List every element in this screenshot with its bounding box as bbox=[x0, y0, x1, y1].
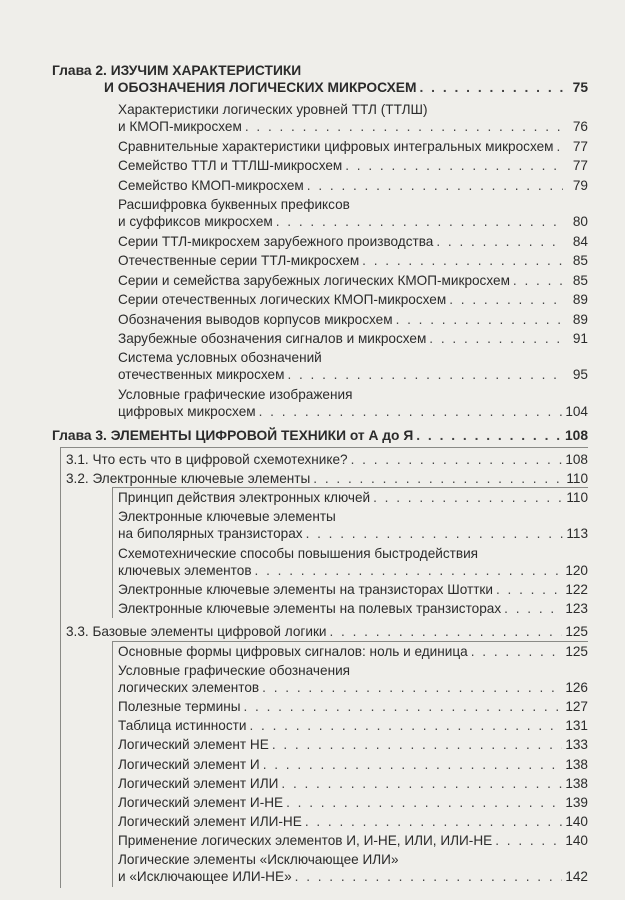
dot-leader bbox=[416, 427, 562, 444]
section-item bbox=[118, 717, 588, 734]
chapter-2-item-leader-line bbox=[118, 311, 588, 328]
chapter-2-item-text: Условные графические изображения bbox=[118, 387, 353, 403]
section-item-leader-line bbox=[118, 794, 588, 811]
page-number: 91 bbox=[572, 331, 588, 346]
section-heading-leader-line bbox=[66, 451, 588, 468]
section-bracket-line bbox=[112, 641, 113, 887]
dot-leader bbox=[495, 832, 562, 849]
dot-leader bbox=[513, 272, 563, 289]
dot-leader bbox=[281, 775, 562, 792]
page-number: 77 bbox=[572, 138, 588, 154]
page-number: 122 bbox=[565, 582, 588, 598]
dot-leader bbox=[496, 581, 562, 598]
dot-leader bbox=[255, 562, 563, 579]
section-heading bbox=[66, 623, 588, 640]
section-item-text: Таблица истинности bbox=[118, 718, 247, 734]
dot-leader bbox=[449, 291, 563, 308]
page-number: 89 bbox=[572, 311, 588, 327]
section-item-text: Логический элемент И bbox=[118, 756, 260, 772]
chapter-2-item-text: отечественных микросхем bbox=[118, 367, 285, 383]
dot-leader bbox=[436, 233, 563, 250]
chapter-2-item bbox=[118, 330, 588, 347]
dot-leader bbox=[557, 138, 564, 155]
chapter-2-item-text: Серии и семейства зарубежных логических КМОП-микросхем bbox=[118, 272, 510, 288]
dot-leader bbox=[306, 525, 563, 542]
section-item bbox=[118, 600, 588, 617]
section-item-leader-line bbox=[118, 775, 588, 792]
page-number: 140 bbox=[565, 813, 588, 829]
dot-leader bbox=[429, 330, 563, 347]
section-item bbox=[118, 662, 588, 696]
section-item-text: логических элементов bbox=[118, 679, 260, 695]
page-number: 110 bbox=[566, 489, 588, 505]
section-item-leader-line bbox=[118, 562, 588, 579]
section-item-leader-line bbox=[118, 868, 588, 885]
dot-leader bbox=[330, 623, 563, 640]
chapter-2-item-text: и КМОП-микросхем bbox=[118, 119, 242, 134]
section-item-text: Электронные ключевые элементы на полевых транзисторах bbox=[118, 601, 502, 617]
page-number: 127 bbox=[565, 699, 588, 715]
section-item-text: Электронные ключевые элементы на транзисторах Шоттки bbox=[118, 582, 493, 598]
section-item bbox=[118, 698, 588, 715]
chapter-3-heading-leader-line bbox=[52, 427, 588, 444]
section-item bbox=[118, 581, 588, 598]
section-item bbox=[118, 794, 588, 811]
section-item bbox=[118, 545, 588, 579]
section-item-text: Логический элемент ИЛИ-НЕ bbox=[118, 813, 302, 829]
section-item bbox=[118, 643, 588, 660]
chapter-2-item-leader-line bbox=[118, 213, 588, 230]
page-number: 126 bbox=[565, 679, 588, 695]
section-item-leader-line bbox=[118, 756, 588, 773]
chapter-2-item bbox=[118, 177, 588, 194]
chapter-2-item-leader-line bbox=[118, 330, 588, 347]
page-number: 110 bbox=[566, 470, 588, 486]
page-number: 85 bbox=[572, 272, 588, 288]
dot-leader bbox=[373, 489, 563, 506]
chapter-2-item-leader-line bbox=[118, 138, 588, 155]
chapter-2-item-text: Серии ТТЛ-микросхем зарубежного производства bbox=[118, 234, 434, 249]
chapter-2-item-text: Обозначения выводов корпусов микросхем bbox=[118, 311, 393, 327]
page-number: 125 bbox=[565, 624, 588, 640]
chapter-2-heading-text: И ОБОЗНАЧЕНИЯ ЛОГИЧЕСКИХ МИКРОСХЕМ bbox=[104, 80, 417, 95]
page-number: 125 bbox=[565, 643, 588, 659]
dot-leader bbox=[243, 698, 562, 715]
dot-leader bbox=[286, 794, 562, 811]
section-item-text: Логические элементы «Исключающее ИЛИ» bbox=[118, 852, 399, 867]
section-item bbox=[118, 489, 588, 506]
chapter-2-item-leader-line bbox=[118, 157, 588, 174]
page-number: 123 bbox=[565, 601, 588, 617]
section-item-text: Условные графические обозначения bbox=[118, 662, 351, 678]
chapter-2-item-leader-line bbox=[118, 291, 588, 308]
section-item-text: Логический элемент ИЛИ bbox=[118, 775, 279, 791]
section-heading bbox=[66, 470, 588, 487]
dot-leader bbox=[305, 813, 563, 830]
section-item-leader-line bbox=[118, 489, 588, 506]
page-number: 138 bbox=[565, 775, 588, 791]
chapter-2-item bbox=[118, 252, 588, 269]
section-item bbox=[118, 832, 588, 849]
page-number: 108 bbox=[565, 451, 588, 467]
section-item-leader-line bbox=[118, 736, 588, 753]
section-bracket-line bbox=[112, 487, 113, 619]
section-item-text: Логический элемент НЕ bbox=[118, 737, 269, 753]
chapter-2-heading bbox=[52, 62, 588, 96]
dot-leader bbox=[249, 717, 562, 734]
chapter-2-item-text: Серии отечественных логических КМОП-микросхем bbox=[118, 292, 447, 308]
section-item-text: на биполярных транзисторах bbox=[118, 526, 303, 541]
dot-leader bbox=[313, 470, 563, 487]
page-number: 133 bbox=[565, 737, 588, 753]
chapter-2-item-leader-line bbox=[118, 272, 588, 289]
section-item-leader-line bbox=[118, 643, 588, 660]
section-heading-text: 3.3. Базовые элементы цифровой логики bbox=[66, 624, 327, 640]
section-item-text: Полезные термины bbox=[118, 699, 241, 715]
page-number: 138 bbox=[565, 756, 588, 772]
dot-leader bbox=[396, 311, 563, 328]
chapter-2-item-text: Семейство ТТЛ и ТТЛШ-микросхем bbox=[118, 158, 343, 174]
page-number: 89 bbox=[572, 292, 588, 308]
section-item-text: Применение логических элементов И, И-НЕ, ИЛИ, ИЛИ-НЕ bbox=[118, 832, 493, 848]
chapter-2-item-text: и суффиксов микросхем bbox=[118, 214, 273, 230]
section-item bbox=[118, 851, 588, 885]
dot-leader bbox=[351, 451, 563, 468]
section-item-leader-line bbox=[118, 581, 588, 598]
page-number: 85 bbox=[572, 253, 588, 269]
dot-leader bbox=[263, 756, 563, 773]
section-item-text: Электронные ключевые элементы bbox=[118, 509, 336, 524]
page-number: 95 bbox=[572, 367, 588, 383]
section-item-text: Основные формы цифровых сигналов: ноль и единица bbox=[118, 643, 468, 659]
page-number: 142 bbox=[565, 869, 588, 884]
section-item-leader-line bbox=[118, 813, 588, 830]
section-item-leader-line bbox=[118, 679, 588, 696]
chapter-bracket-line bbox=[60, 447, 61, 888]
chapter-2-item-text: Расшифровка буквенных префиксов bbox=[118, 197, 350, 213]
chapter-2-item-text: цифровых микросхем bbox=[118, 404, 256, 420]
page-number: 131 bbox=[565, 718, 588, 734]
chapter-2-item bbox=[118, 157, 588, 174]
page-number: 104 bbox=[565, 404, 588, 420]
page-number: 108 bbox=[564, 428, 588, 444]
chapter-2-item-text: Характеристики логических уровней ТТЛ (ТТЛШ) bbox=[118, 102, 428, 117]
section-bracket-top bbox=[112, 641, 588, 642]
chapter-3-heading bbox=[52, 427, 588, 444]
page-number: 120 bbox=[565, 562, 588, 578]
page-number: 77 bbox=[572, 158, 588, 174]
section-item bbox=[118, 736, 588, 753]
section-item-text: ключевых элементов bbox=[118, 562, 252, 578]
chapter-2-item bbox=[118, 196, 588, 230]
section-heading-leader-line bbox=[66, 470, 588, 487]
section-item-text: Принцип действия электронных ключей bbox=[118, 489, 371, 505]
section-item-leader-line bbox=[118, 600, 588, 617]
chapter-2-item bbox=[118, 272, 588, 289]
chapter-2-item bbox=[118, 291, 588, 308]
section-heading-text: 3.1. Что есть что в цифровой схемотехнике? bbox=[66, 451, 348, 467]
section-item-leader-line bbox=[118, 717, 588, 734]
chapter-bracket-top bbox=[60, 447, 588, 448]
section-item bbox=[118, 756, 588, 773]
page-number: 84 bbox=[572, 234, 588, 249]
chapter-2-item-text: Зарубежные обозначения сигналов и микросхем bbox=[118, 331, 427, 346]
page-number: 139 bbox=[565, 794, 588, 810]
section-item-leader-line bbox=[118, 832, 588, 849]
page-number: 75 bbox=[572, 80, 588, 95]
dot-leader bbox=[471, 643, 563, 660]
chapter-2-item bbox=[118, 386, 588, 420]
dot-leader bbox=[262, 679, 562, 696]
chapter-3-heading-text: Глава 3. ЭЛЕМЕНТЫ ЦИФРОВОЙ ТЕХНИКИ от А до Я bbox=[52, 428, 414, 444]
chapter-2-item-leader-line bbox=[118, 366, 588, 383]
page-number: 79 bbox=[572, 177, 588, 193]
section-item-leader-line bbox=[118, 525, 588, 542]
page-number: 113 bbox=[566, 526, 588, 541]
chapter-2-item-text: Отечественные серии ТТЛ-микросхем bbox=[118, 253, 360, 269]
chapter-2-heading-leader-line bbox=[104, 79, 588, 96]
section-bracket-top bbox=[112, 487, 588, 488]
section-item-text: Логический элемент И-НЕ bbox=[118, 794, 284, 810]
section-heading-text: 3.2. Электронные ключевые элементы bbox=[66, 470, 311, 486]
page-number: 76 bbox=[572, 119, 588, 134]
section-item-text: и «Исключающее ИЛИ-НЕ» bbox=[118, 869, 292, 884]
chapter-2-item-leader-line bbox=[118, 252, 588, 269]
chapter-2-item-leader-line bbox=[118, 233, 588, 250]
page-number: 80 bbox=[572, 214, 588, 230]
chapter-2-item-text: Сравнительные характеристики цифровых интегральных микросхем bbox=[118, 138, 554, 154]
dot-leader bbox=[307, 177, 563, 194]
dot-leader bbox=[504, 600, 562, 617]
dot-leader bbox=[345, 157, 563, 174]
chapter-2-item bbox=[118, 349, 588, 383]
dot-leader bbox=[419, 79, 563, 96]
chapter-2-item bbox=[118, 233, 588, 250]
dot-leader bbox=[362, 252, 563, 269]
section-item bbox=[118, 775, 588, 792]
dot-leader bbox=[276, 213, 563, 230]
dot-leader bbox=[272, 736, 563, 753]
chapter-2-heading-text: Глава 2. ИЗУЧИМ ХАРАКТЕРИСТИКИ bbox=[52, 63, 302, 78]
dot-leader bbox=[287, 366, 563, 383]
section-item bbox=[118, 508, 588, 542]
section-item-leader-line bbox=[118, 698, 588, 715]
chapter-2-item-text: Система условных обозначений bbox=[118, 350, 322, 366]
chapter-2-item bbox=[118, 311, 588, 328]
page-number: 140 bbox=[565, 832, 588, 848]
dot-leader bbox=[245, 118, 563, 135]
chapter-2-item bbox=[118, 138, 588, 155]
section-heading bbox=[66, 451, 588, 468]
chapter-2-item-leader-line bbox=[118, 403, 588, 420]
section-heading-leader-line bbox=[66, 623, 588, 640]
dot-leader bbox=[259, 403, 563, 420]
chapter-2-item-leader-line bbox=[118, 118, 588, 135]
chapter-2-item-leader-line bbox=[118, 177, 588, 194]
chapter-2-item bbox=[118, 101, 588, 135]
section-item bbox=[118, 813, 588, 830]
chapter-2-item-text: Семейство КМОП-микросхем bbox=[118, 177, 304, 193]
dot-leader bbox=[295, 868, 563, 885]
section-item-text: Схемотехнические способы повышения быстродействия bbox=[118, 545, 479, 561]
